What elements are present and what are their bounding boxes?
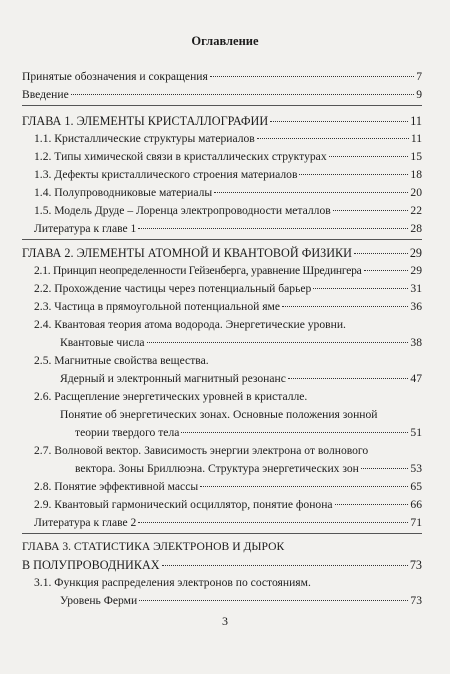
dot-leader — [282, 306, 408, 307]
entry-text: 2.1. Принцип неопределенности Гейзенберга, уравнение Шредингера — [34, 264, 362, 277]
entry-page: 66 — [410, 498, 422, 511]
dot-leader — [214, 192, 408, 193]
entry-text: 2.6. Расщепление энергетических уровней в кристалле. — [34, 390, 308, 403]
divider — [22, 105, 422, 106]
toc-entry — [22, 88, 422, 102]
dot-leader — [270, 121, 408, 122]
toc-entry — [34, 516, 422, 530]
entry-page: 18 — [410, 168, 422, 181]
chapter-page: 11 — [410, 114, 422, 128]
entry-text: 2.2. Прохождение частицы через потенциальный барьер — [34, 282, 312, 295]
entry-text: 1.1. Кристаллические структуры материалов — [34, 132, 255, 145]
entry-text: 2.3. Частица в прямоугольной потенциальной яме — [34, 300, 281, 313]
toc-entry — [22, 70, 422, 84]
entry-text: Литература к главе 1 — [34, 222, 137, 235]
entry-text: 2.8. Понятие эффективной массы — [34, 480, 199, 493]
dot-leader — [139, 600, 408, 601]
entry-page: 51 — [410, 426, 422, 439]
dot-leader — [147, 342, 409, 343]
entry-text: Литература к главе 2 — [34, 516, 137, 529]
chapter-title: ГЛАВА 3. СТАТИСТИКА ЭЛЕКТРОНОВ И ДЫРОК — [22, 540, 285, 553]
page-number: 3 — [222, 614, 228, 628]
entry-text: 3.1. Функция распределения электронов по состояниям. — [34, 576, 311, 589]
toc-entry — [34, 480, 422, 494]
entry-page: 11 — [410, 132, 422, 145]
entry-text: Квантовые числа — [60, 336, 145, 349]
toc-entry — [34, 168, 422, 182]
toc-entry — [34, 132, 422, 146]
entry-page: 65 — [410, 480, 422, 493]
chapter-title: ГЛАВА 2. ЭЛЕМЕНТЫ АТОМНОЙ И КВАНТОВОЙ ФИЗИКИ — [22, 246, 352, 260]
entry-text: 2.9. Квантовый гармонический осциллятор, понятие фонона — [34, 498, 333, 511]
toc-entry — [34, 222, 422, 236]
dot-leader — [354, 253, 408, 254]
dot-leader — [181, 432, 408, 433]
dot-leader — [361, 468, 409, 469]
entry-page: 20 — [410, 186, 422, 199]
entry-page: 31 — [410, 282, 422, 295]
dot-leader — [333, 210, 409, 211]
toc-entry — [34, 498, 422, 512]
entry-page: 29 — [410, 264, 422, 277]
toc-entry — [34, 186, 422, 200]
entry-text: 1.2. Типы химической связи в кристаллических структурах — [34, 150, 327, 163]
chapter-title: В ПОЛУПРОВОДНИКАХ — [22, 558, 160, 572]
dot-leader — [335, 504, 409, 505]
toc-entry — [75, 462, 422, 476]
toc-entry — [34, 204, 422, 218]
toc-entry — [60, 336, 422, 350]
entry-page: 28 — [410, 222, 422, 235]
dot-leader — [138, 522, 408, 523]
dot-leader — [329, 156, 409, 157]
toc-entry — [34, 264, 422, 278]
entry-text: теории твердого тела — [75, 426, 180, 439]
chapter-page: 29 — [409, 246, 422, 260]
entry-page: 53 — [410, 462, 422, 475]
divider — [22, 533, 422, 534]
dot-leader — [200, 486, 408, 487]
dot-leader — [313, 288, 408, 289]
entry-text: Уровень Ферми — [60, 594, 138, 607]
entry-text: 2.4. Квантовая теория атома водорода. Энергетические уровни. — [34, 318, 346, 331]
entry-text: Понятие об энергетических зонах. Основные положения зонной — [60, 408, 378, 421]
entry-page: 47 — [410, 372, 422, 385]
page-title: Оглавление — [191, 34, 259, 48]
dot-leader — [71, 94, 414, 95]
chapter-heading — [22, 558, 422, 572]
entry-text: Введение — [22, 88, 69, 101]
entry-page: 38 — [410, 336, 422, 349]
entry-text: 1.3. Дефекты кристаллического строения материалов — [34, 168, 298, 181]
entry-page: 7 — [416, 70, 422, 83]
entry-page: 36 — [410, 300, 422, 313]
dot-leader — [257, 138, 409, 139]
dot-leader — [288, 378, 409, 379]
chapter-title: ГЛАВА 1. ЭЛЕМЕНТЫ КРИСТАЛЛОГРАФИИ — [22, 114, 269, 128]
entry-text: Ядерный и электронный магнитный резонанс — [60, 372, 286, 385]
entry-text: 2.5. Магнитные свойства вещества. — [34, 354, 209, 367]
entry-page: 9 — [416, 88, 422, 101]
divider — [22, 239, 422, 240]
toc-entry — [34, 282, 422, 296]
entry-text: Принятые обозначения и сокращения — [22, 70, 208, 83]
toc-entry — [75, 426, 422, 440]
dot-leader — [162, 565, 408, 566]
toc-entry — [34, 300, 422, 314]
entry-page: 15 — [410, 150, 422, 163]
toc-entry — [60, 594, 422, 608]
dot-leader — [299, 174, 408, 175]
entry-page: 22 — [410, 204, 422, 217]
chapter-heading — [22, 114, 422, 128]
entry-text: 2.7. Волновой вектор. Зависимость энергии электрона от волнового — [34, 444, 369, 457]
entry-text: 1.5. Модель Друде – Лоренца электропроводности металлов — [34, 204, 331, 217]
dot-leader — [138, 228, 408, 229]
entry-page: 71 — [410, 516, 422, 529]
chapter-heading — [22, 246, 422, 260]
dot-leader — [364, 270, 409, 271]
toc-entry — [60, 372, 422, 386]
entry-text: 1.4. Полупроводниковые материалы — [34, 186, 213, 199]
dot-leader — [210, 76, 414, 77]
chapter-page: 73 — [409, 558, 422, 572]
entry-text: вектора. Зоны Бриллюэна. Структура энергетических зон — [75, 462, 359, 475]
entry-page: 73 — [410, 594, 422, 607]
toc-entry — [34, 150, 422, 164]
